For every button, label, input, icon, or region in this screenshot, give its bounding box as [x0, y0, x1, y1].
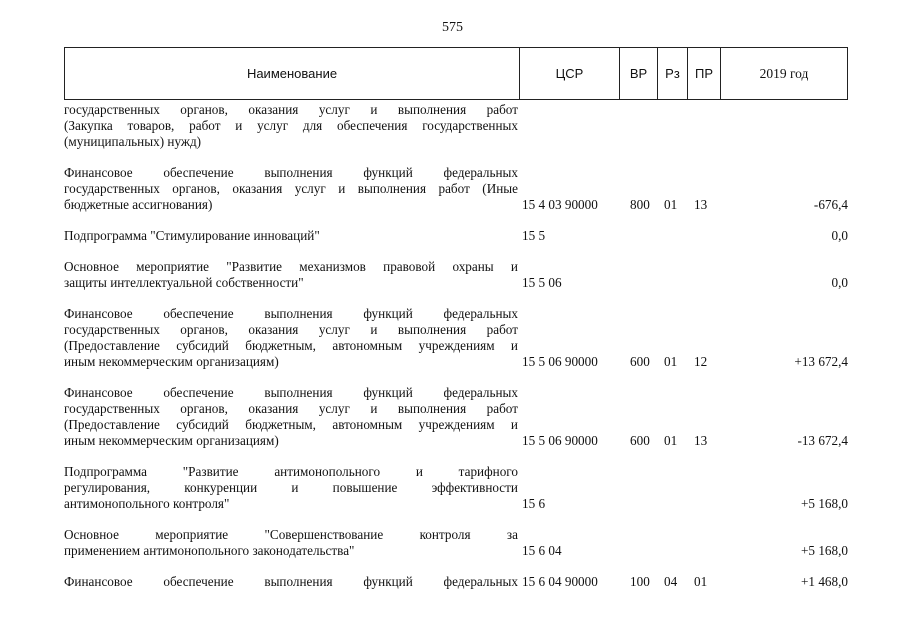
- header-rz: Рз: [657, 48, 687, 99]
- table-row: [64, 102, 848, 150]
- row-csr: 15 6: [522, 496, 546, 511]
- table-row: [64, 527, 848, 559]
- row-name-line: государственных органов, оказания услуг и выполнения работ: [64, 322, 518, 337]
- row-rz: 01: [664, 197, 678, 212]
- row-pr: 01: [694, 574, 708, 589]
- table-row: [64, 259, 848, 291]
- row-name-line: государственных органов, оказания услуг и выполнения работ: [64, 401, 518, 416]
- table-row: [64, 306, 848, 370]
- row-name: [64, 385, 518, 449]
- header-pr: ПР: [687, 48, 720, 99]
- row-pr: 13: [694, 433, 708, 448]
- row-name: [64, 574, 518, 590]
- row-name-line: регулирования, конкуренции и повышение эффективности: [64, 480, 518, 495]
- row-csr: 15 5 06 90000: [522, 433, 598, 448]
- row-vr: 600: [630, 354, 650, 369]
- row-name-line: Финансовое обеспечение выполнения функций федеральных: [64, 306, 518, 321]
- row-csr: 15 5: [522, 228, 546, 243]
- row-name-line: Подпрограмма "Стимулирование инноваций": [64, 228, 320, 243]
- row-name-line: государственных органов, оказания услуг и выполнения работ: [64, 102, 518, 117]
- row-vr: 100: [630, 574, 650, 589]
- row-csr: 15 5 06 90000: [522, 354, 598, 369]
- row-pr: 13: [694, 197, 708, 212]
- row-rz: 01: [664, 354, 678, 369]
- row-name-line: (Закупка товаров, работ и услуг для обеспечения государственных: [64, 118, 518, 133]
- row-amount: 0,0: [831, 228, 848, 243]
- header-vr: ВР: [619, 48, 657, 99]
- row-name: [64, 527, 518, 559]
- row-name-line: иным некоммерческим организациям): [64, 354, 279, 369]
- row-csr: 15 5 06: [522, 275, 562, 290]
- table-row: [64, 228, 848, 244]
- table-header: [64, 47, 848, 100]
- row-csr: 15 6 04 90000: [522, 574, 598, 589]
- row-name-line: (Предоставление субсидий бюджетным, автономным учреждениям и: [64, 417, 518, 432]
- table-body: [64, 102, 848, 590]
- row-name-line: Финансовое обеспечение выполнения функций федеральных: [64, 574, 518, 589]
- table-row: [64, 385, 848, 449]
- row-name-line: (Предоставление субсидий бюджетным, автономным учреждениям и: [64, 338, 518, 353]
- header-csr: ЦСР: [519, 48, 619, 99]
- row-rz: 01: [664, 433, 678, 448]
- row-amount: +5 168,0: [801, 543, 848, 558]
- row-name: [64, 165, 518, 213]
- row-name: [64, 259, 518, 291]
- row-name-line: иным некоммерческим организациям): [64, 433, 279, 448]
- row-name-line: государственных органов, оказания услуг и выполнения работ (Иные: [64, 181, 518, 196]
- row-amount: +1 468,0: [801, 574, 848, 589]
- table-row: [64, 574, 848, 590]
- row-csr: 15 4 03 90000: [522, 197, 598, 212]
- table-row: [64, 464, 848, 512]
- row-name: [64, 228, 518, 244]
- row-amount: +13 672,4: [794, 354, 848, 369]
- row-name-line: защиты интеллектуальной собственности": [64, 275, 304, 290]
- row-name: [64, 102, 518, 150]
- table-row: [64, 165, 848, 213]
- row-amount: -13 672,4: [797, 433, 848, 448]
- row-name-line: применением антимонопольного законодательства": [64, 543, 355, 558]
- row-rz: 04: [664, 574, 678, 589]
- row-name-line: Основное мероприятие "Совершенствование контроля за: [64, 527, 518, 542]
- row-name-line: бюджетные ассигнования): [64, 197, 213, 212]
- row-csr: 15 6 04: [522, 543, 562, 558]
- row-vr: 800: [630, 197, 650, 212]
- row-name-line: Финансовое обеспечение выполнения функций федеральных: [64, 385, 518, 400]
- row-vr: 600: [630, 433, 650, 448]
- header-year: 2019 год: [720, 48, 847, 99]
- row-name-line: Основное мероприятие "Развитие механизмов правовой охраны и: [64, 259, 518, 274]
- row-name: [64, 464, 518, 512]
- row-name-line: Подпрограмма "Развитие антимонопольного и тарифного: [64, 464, 518, 479]
- row-amount: +5 168,0: [801, 496, 848, 511]
- row-name-line: антимонопольного контроля": [64, 496, 230, 511]
- row-name: [64, 306, 518, 370]
- row-name-line: (муниципальных) нужд): [64, 134, 202, 149]
- row-amount: 0,0: [831, 275, 848, 290]
- header-name: Наименование: [246, 66, 338, 81]
- row-pr: 12: [694, 354, 708, 369]
- row-name-line: Финансовое обеспечение выполнения функций федеральных: [64, 165, 518, 180]
- row-amount: -676,4: [813, 197, 848, 212]
- page-number: 575: [442, 20, 463, 35]
